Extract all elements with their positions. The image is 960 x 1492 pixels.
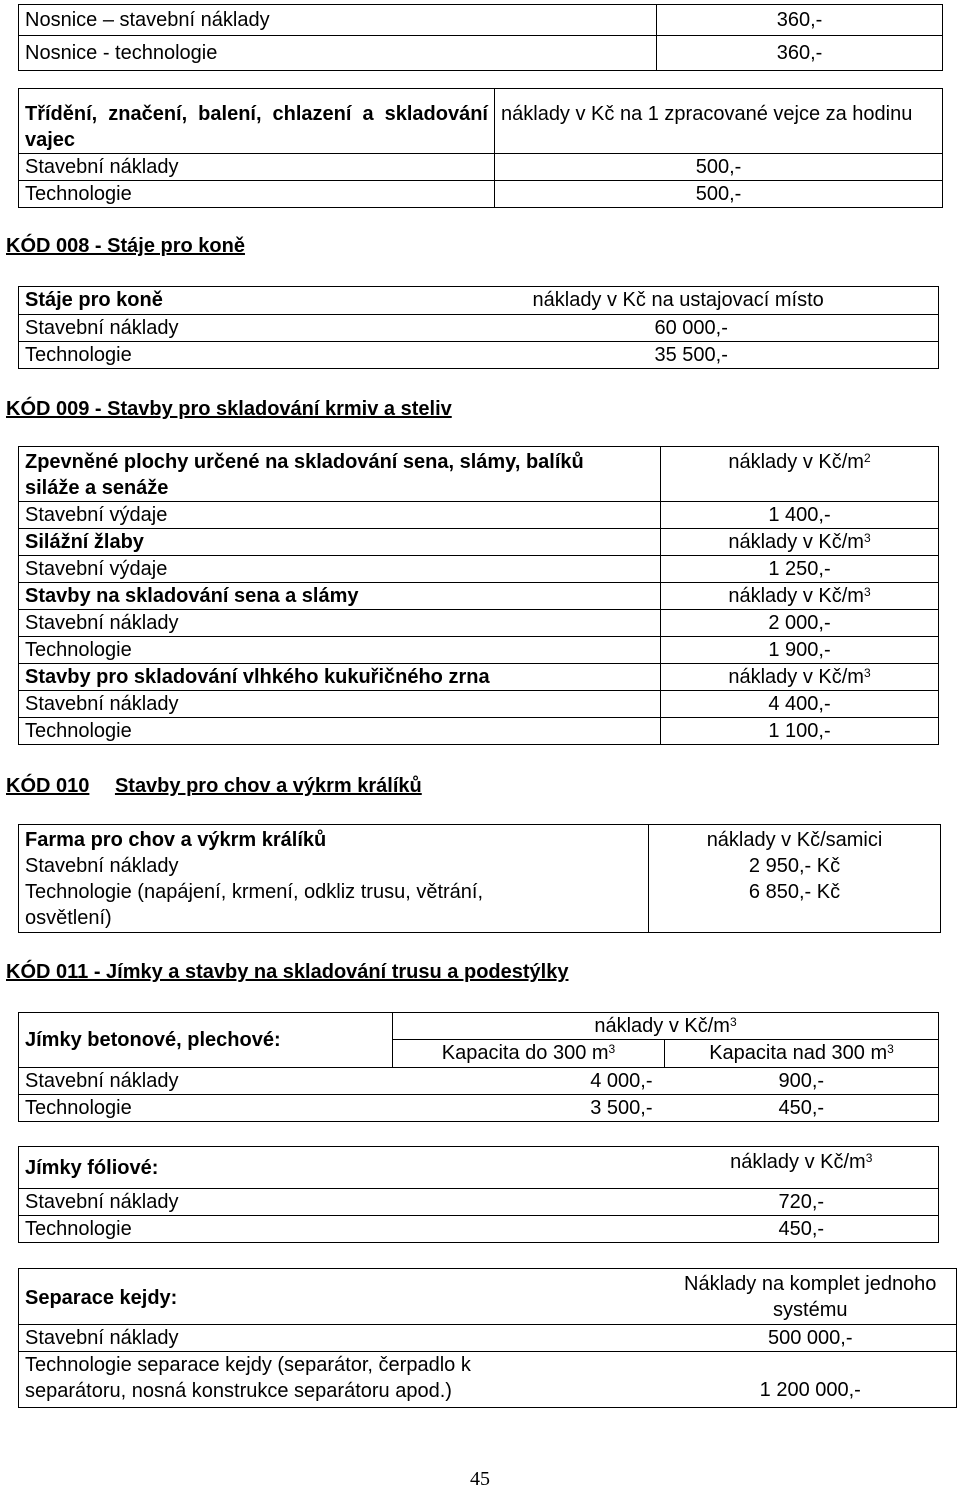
row-label: Stavební náklady: [19, 610, 661, 637]
row-unit: [661, 529, 939, 556]
row-value: 1 200 000,-: [665, 1352, 957, 1408]
unit-sup: 3: [887, 1042, 894, 1056]
unit-text: náklady v Kč/m: [728, 451, 864, 473]
row-value: 2 950,- Kč: [748, 855, 841, 877]
row-label: Stavby na skladování sena a slámy: [19, 583, 661, 610]
row-value: 1 900,-: [661, 637, 939, 664]
unit-sup: 3: [863, 531, 871, 545]
row-value: 900,-: [665, 1068, 939, 1095]
row-label: Technologie: [19, 637, 661, 664]
kod008-unit: náklady v Kč na ustajovací místo: [479, 287, 939, 315]
row-value: 1 400,-: [661, 502, 939, 529]
row-label: Nosnice – stavební náklady: [19, 5, 657, 36]
row-value: 360,-: [657, 36, 943, 71]
trideni-title: Třídění, značení, balení, chlazení a skladování vajec: [19, 89, 495, 154]
row-value: 450,-: [665, 1095, 939, 1122]
col-header: [393, 1040, 665, 1067]
unit-text: náklady v Kč/m: [728, 666, 864, 688]
row-unit: [661, 664, 939, 691]
unit-sup: 3: [863, 666, 871, 680]
heading-text: Stavby pro chov a výkrm králíků: [114, 775, 422, 797]
row-value: 35 500,-: [479, 342, 939, 369]
heading-code: KÓD 010: [6, 775, 90, 797]
separace-title: Separace kejdy:: [19, 1269, 665, 1325]
row-label: Technologie: [19, 1095, 393, 1122]
section-heading-008: KÓD 008 - Stáje pro koně: [6, 235, 245, 257]
kod008-title: Stáje pro koně: [19, 287, 479, 315]
row-label: Stavební výdaje: [19, 556, 661, 583]
trideni-table: [18, 88, 943, 208]
plochy-title: [19, 447, 661, 502]
section-heading-010: [6, 774, 422, 798]
unit-sup: 2: [863, 451, 871, 465]
plochy-title-text: Zpevněné plochy určené na skladování sena, slámy, balíků siláže a senáže: [25, 451, 584, 499]
row-label: Technologie: [19, 181, 495, 208]
row-label: Stavební náklady: [19, 1068, 393, 1095]
page-number: 45: [470, 1468, 490, 1490]
row-label: Stavební náklady: [25, 855, 179, 877]
unit-text: náklady v Kč/m: [730, 1151, 866, 1173]
row-value: 4 000,-: [393, 1068, 665, 1095]
farma-labels: [19, 825, 649, 933]
farma-values: [649, 825, 941, 933]
unit-text: náklady v Kč/m: [594, 1015, 730, 1037]
betonove-unit: [393, 1013, 938, 1040]
row-label: Technologie (napájení, krmení, odkliz trusu, větrání, osvětlení): [25, 881, 484, 929]
unit-sup: 3: [865, 1151, 873, 1165]
row-value: 6 850,- Kč: [748, 881, 841, 903]
row-value: 60 000,-: [479, 315, 939, 342]
unit-sup: 3: [729, 1015, 737, 1029]
unit-text: náklady v Kč/m: [728, 531, 864, 553]
kod009-table: [18, 446, 939, 745]
farma-unit: náklady v Kč/samici: [706, 829, 883, 851]
foliove-table: [18, 1146, 939, 1243]
kod008-table: [18, 286, 939, 369]
row-label: Stavební náklady: [19, 154, 495, 181]
row-value: 3 500,-: [393, 1095, 665, 1122]
trideni-unit: náklady v Kč na 1 zpracované vejce za hodinu: [495, 89, 943, 154]
row-value: 450,-: [665, 1216, 939, 1243]
betonove-title: Jímky betonové, plechové:: [19, 1013, 393, 1068]
row-label: Stavební náklady: [19, 1325, 665, 1352]
separace-unit: Náklady na komplet jednoho systému: [665, 1269, 957, 1325]
row-label: Nosnice - technologie: [19, 36, 657, 71]
betonove-cols: [393, 1040, 938, 1067]
row-value: 360,-: [657, 5, 943, 36]
row-value: 500,-: [495, 154, 943, 181]
row-label: Stavební náklady: [19, 691, 661, 718]
unit-sup: 3: [863, 585, 871, 599]
section-heading-009: KÓD 009 - Stavby pro skladování krmiv a steliv: [6, 398, 452, 420]
foliove-unit: [665, 1147, 939, 1189]
row-label: Stavební náklady: [19, 1189, 665, 1216]
betonove-table: [18, 1012, 939, 1122]
row-label: Silážní žlaby: [19, 529, 661, 556]
unit-sup: 3: [608, 1042, 616, 1056]
col-text: Kapacita nad 300 m: [709, 1042, 888, 1064]
unit-text: náklady v Kč/m: [728, 585, 864, 607]
row-unit: [661, 583, 939, 610]
kod010-table: [18, 824, 941, 933]
row-value: 2 000,-: [661, 610, 939, 637]
row-label: Stavební náklady: [19, 315, 479, 342]
nosnice-table: [18, 4, 943, 71]
row-label: Technologie separace kejdy (separátor, čerpadlo k separátoru, nosná konstrukce separátoru apod.): [19, 1352, 665, 1408]
col-text: Kapacita do 300 m: [441, 1042, 609, 1064]
row-label: Stavby pro skladování vlhkého kukuřičného zrna: [19, 664, 661, 691]
row-value: 500,-: [495, 181, 943, 208]
row-value: 1 100,-: [661, 718, 939, 745]
farma-title: Farma pro chov a výkrm králíků: [25, 829, 327, 851]
section-heading-011: KÓD 011 - Jímky a stavby na skladování trusu a podestýlky: [6, 961, 569, 983]
separace-table: [18, 1268, 957, 1408]
row-label: Technologie: [19, 1216, 665, 1243]
foliove-title: Jímky fóliové:: [19, 1147, 665, 1189]
row-label: Stavební výdaje: [19, 502, 661, 529]
row-value: 720,-: [665, 1189, 939, 1216]
row-label: Technologie: [19, 718, 661, 745]
row-label: Technologie: [19, 342, 479, 369]
plochy-unit: [661, 447, 939, 502]
row-value: 500 000,-: [665, 1325, 957, 1352]
row-value: 4 400,-: [661, 691, 939, 718]
col-header: [665, 1040, 938, 1067]
row-value: 1 250,-: [661, 556, 939, 583]
betonove-header: [393, 1013, 939, 1068]
